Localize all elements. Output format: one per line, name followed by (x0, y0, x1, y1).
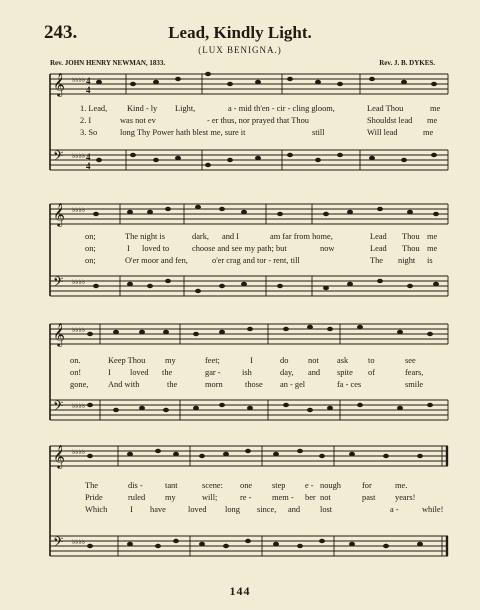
verse-line: on; I loved to choose and see my path; but now Lead Thou me (85, 244, 438, 253)
verse-line: The dis - tant scene: one step e - nough for me. (85, 481, 408, 490)
music-system-4 (0, 440, 480, 568)
svg-text:𝄞: 𝄞 (53, 204, 65, 226)
svg-text:♭♭♭♭: ♭♭♭♭ (72, 326, 86, 334)
svg-text:♭♭♭♭: ♭♭♭♭ (72, 76, 86, 84)
composer-credit: Rev. J. B. DYKES. (379, 59, 435, 67)
verse-line: on. Keep Thou my feet; I do not ask to see (70, 356, 416, 365)
svg-text:♭♭♭♭: ♭♭♭♭ (72, 448, 86, 456)
verse-line: gone, And with the morn those an - gel fa - ces smile (70, 380, 424, 389)
hymn-title: Lead, Kindly Light. (168, 23, 312, 42)
verse-line: 3. So long Thy Power hath blest me, sure it still Will lead me (80, 128, 434, 137)
svg-text:4: 4 (86, 161, 91, 171)
svg-text:♭♭♭♭: ♭♭♭♭ (72, 538, 86, 546)
page-number: 144 (229, 584, 251, 598)
svg-text:𝄢: 𝄢 (53, 276, 64, 293)
svg-text:𝄢: 𝄢 (53, 150, 64, 167)
svg-text:♭♭♭♭: ♭♭♭♭ (72, 278, 86, 286)
svg-text:♭♭♭♭: ♭♭♭♭ (72, 152, 86, 160)
svg-text:4: 4 (86, 85, 91, 95)
svg-text:4: 4 (86, 152, 91, 162)
verse-line: Which I have loved long since, and lost a - while! (85, 505, 444, 514)
verse-line: 1. Lead, Kind - ly Light, a - mid th'en - cir - cling gloom, Lead Thou me (80, 104, 441, 113)
svg-text:𝄞: 𝄞 (53, 74, 65, 96)
hymn-number: 243. (44, 22, 78, 43)
svg-text:𝄢: 𝄢 (53, 400, 64, 417)
verse-line: on; The night is dark, and I am far from home, Lead Thou me (85, 232, 438, 241)
svg-text:𝄞: 𝄞 (53, 324, 65, 346)
verse-line: on; O'er moor and fen, o'er crag and tor - rent, till The night is (85, 256, 433, 265)
svg-text:𝄢: 𝄢 (53, 536, 64, 553)
svg-text:4: 4 (86, 76, 91, 86)
svg-text:𝄞: 𝄞 (53, 446, 65, 468)
svg-text:♭♭♭♭: ♭♭♭♭ (72, 206, 86, 214)
svg-text:♭♭♭♭: ♭♭♭♭ (72, 402, 86, 410)
verse-line: on! I loved the gar - ish day, and spite of fears, (70, 368, 424, 377)
tune-name: (LUX BENIGNA.) (198, 45, 282, 55)
verse-line: Pride ruled my will; re - mem - ber not past years! (85, 493, 416, 502)
author-credit: Rev. JOHN HENRY NEWMAN, 1833. (50, 59, 166, 67)
verse-line: 2. I was not ev - er thus, nor prayed that Thou Shouldst lead me (80, 116, 438, 125)
